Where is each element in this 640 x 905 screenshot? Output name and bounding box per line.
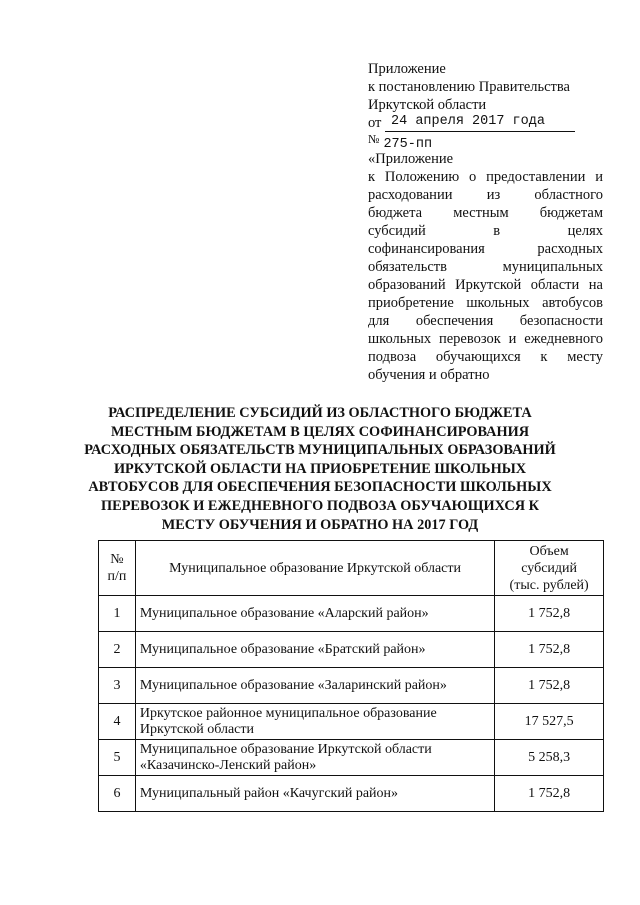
date-prefix: от <box>368 115 382 131</box>
header-line: Иркутской области <box>368 97 487 113</box>
quote-title: «Приложение <box>368 151 454 167</box>
subsidy-table <box>98 540 604 812</box>
body-line: обязательств муниципальных <box>368 259 603 275</box>
row-num: 1 <box>99 596 136 632</box>
header-amount <box>495 541 604 596</box>
row-name-line: Муниципальный район «Качугский район» <box>139 785 399 801</box>
title-line: РАСПРЕДЕЛЕНИЕ СУБСИДИЙ ИЗ ОБЛАСТНОГО БЮДЖЕТА <box>108 405 532 421</box>
date-value: 24 апреля 2017 года <box>391 114 545 129</box>
table-row <box>99 704 604 740</box>
body-line: приобретение школьных автобусов <box>368 295 603 311</box>
body-line: обучения и обратно <box>368 367 490 383</box>
row-name <box>135 668 494 704</box>
title-line: РАСХОДНЫХ ОБЯЗАТЕЛЬСТВ МУНИЦИПАЛЬНЫХ ОБРАЗОВАНИЙ <box>84 442 556 459</box>
body-line: софинансирования расходных <box>368 241 603 257</box>
body-line: школьных перевозок и ежедневного <box>368 331 603 347</box>
table-header-row <box>99 541 604 596</box>
row-amount: 1 752,8 <box>495 668 604 704</box>
table-row <box>99 596 604 632</box>
number-value: 275-пп <box>383 137 433 152</box>
row-amount: 1 752,8 <box>495 632 604 668</box>
row-name <box>135 596 494 632</box>
body-line: образований Иркутской области на <box>368 277 603 293</box>
header-amount-line: (тыс. рублей) <box>509 577 589 593</box>
header-line: к постановлению Правительства <box>368 79 570 95</box>
appendix-header <box>368 60 603 384</box>
header-amount-line: субсидий <box>521 560 578 576</box>
row-name-line: Иркутской области <box>139 721 254 737</box>
row-name <box>135 704 494 740</box>
row-name-line: Иркутское районное муниципальное образование <box>139 705 437 721</box>
row-name-line: Муниципальное образование «Заларинский район» <box>139 677 447 693</box>
body-line: расходовании из областного <box>368 187 603 203</box>
table-row <box>99 740 604 776</box>
row-name <box>135 632 494 668</box>
header-name: Муниципальное образование Иркутской области <box>135 541 494 596</box>
row-num: 4 <box>99 704 136 740</box>
row-name-line: Муниципальное образование «Братский район» <box>139 641 426 657</box>
row-num: 3 <box>99 668 136 704</box>
row-name-line: Муниципальное образование Иркутской области <box>139 741 432 757</box>
row-name <box>135 740 494 776</box>
row-name-line: «Казачинско-Ленский район» <box>139 757 317 773</box>
body-line: подвоза обучающихся к месту <box>368 349 603 365</box>
body-line: бюджета местным бюджетам <box>368 205 603 221</box>
body-line: к Положению о предоставлении и <box>368 169 603 185</box>
row-name-line: Муниципальное образование «Аларский район» <box>139 605 429 621</box>
row-name <box>135 776 494 812</box>
header-line: Приложение <box>368 61 446 77</box>
header-num <box>99 541 136 596</box>
header-amount-line: Объем <box>529 543 569 559</box>
table-row <box>99 668 604 704</box>
title-line: МЕСТНЫМ БЮДЖЕТАМ В ЦЕЛЯХ СОФИНАНСИРОВАНИЯ <box>110 423 530 440</box>
row-num: 2 <box>99 632 136 668</box>
body-line: для обеспечения безопасности <box>368 313 603 329</box>
header-num-line: п/п <box>107 569 127 584</box>
row-amount: 17 527,5 <box>495 704 604 740</box>
table-row <box>99 776 604 812</box>
document-title <box>60 404 580 534</box>
number-sign: № <box>368 132 380 146</box>
row-amount: 5 258,3 <box>495 740 604 776</box>
row-amount: 1 752,8 <box>495 776 604 812</box>
body-line: субсидий в целях <box>368 223 603 239</box>
header-num-line: № <box>110 552 124 567</box>
title-line: МЕСТУ ОБУЧЕНИЯ И ОБРАТНО НА 2017 ГОД <box>161 516 479 533</box>
table-row <box>99 632 604 668</box>
row-amount: 1 752,8 <box>495 596 604 632</box>
title-line: ПЕРЕВОЗОК И ЕЖЕДНЕВНОГО ПОДВОЗА ОБУЧАЮЩИХСЯ К <box>101 497 539 514</box>
row-num: 6 <box>99 776 136 812</box>
title-line: ИРКУТСКОЙ ОБЛАСТИ НА ПРИОБРЕТЕНИЕ ШКОЛЬНЫХ <box>113 460 527 477</box>
row-num: 5 <box>99 740 136 776</box>
date-line <box>368 114 603 132</box>
date-underline <box>385 116 575 132</box>
title-line: АВТОБУСОВ ДЛЯ ОБЕСПЕЧЕНИЯ БЕЗОПАСНОСТИ ШКОЛЬНЫХ <box>88 479 552 496</box>
